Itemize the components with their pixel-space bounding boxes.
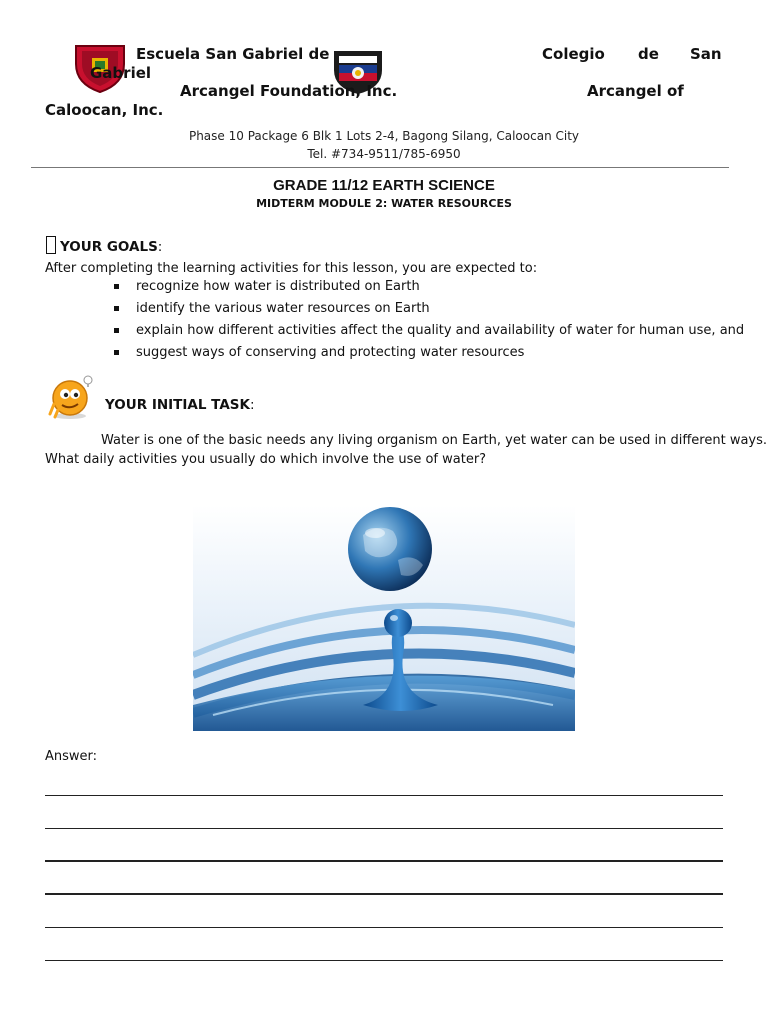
school-telephone: Tel. #734-9511/785-6950	[307, 147, 461, 161]
header-divider	[31, 167, 729, 168]
answer-line[interactable]	[45, 860, 723, 862]
module-title: GRADE 11/12 EARTH SCIENCE	[273, 177, 495, 194]
missing-glyph-icon	[46, 236, 56, 254]
answer-line[interactable]	[45, 960, 723, 961]
goals-heading-text: YOUR GOALS	[60, 239, 158, 255]
bullet-icon	[114, 328, 119, 333]
module-subtitle: MIDTERM MODULE 2: WATER RESOURCES	[256, 197, 512, 210]
task-paragraph-line2: What daily activities you usually do which involve the use of water?	[45, 452, 487, 467]
goals-intro: After completing the learning activities for this lesson, you are expected to:	[45, 261, 538, 276]
goals-heading-colon: :	[157, 239, 163, 255]
goal-item: identify the various water resources on Earth	[136, 301, 430, 316]
initial-task-heading	[105, 397, 255, 413]
bullet-icon	[114, 306, 119, 311]
goal-item: suggest ways of conserving and protecting water resources	[136, 345, 525, 360]
answer-line[interactable]	[45, 795, 723, 796]
school-name-line3: Caloocan, Inc.	[45, 101, 164, 119]
initial-task-heading-colon: :	[249, 397, 255, 413]
earth-water-drop-image	[193, 505, 575, 731]
answer-line[interactable]	[45, 828, 723, 829]
goals-heading	[60, 239, 162, 255]
school-name-right-word1: Colegio	[542, 45, 605, 63]
school-name-left-line2: Gabriel	[90, 64, 152, 82]
school-address: Phase 10 Package 6 Blk 1 Lots 2-4, Bagong Silang, Caloocan City	[188, 129, 580, 143]
bullet-icon	[114, 284, 119, 289]
school-name-center: Arcangel Foundation, Inc.	[180, 82, 398, 100]
task-paragraph-line1: Water is one of the basic needs any living organism on Earth, yet water can be used in different ways.	[101, 433, 768, 448]
thinking-emoji-icon	[46, 374, 96, 420]
initial-task-heading-text: YOUR INITIAL TASK	[105, 397, 250, 413]
school-name-right-word3: San	[690, 45, 722, 63]
school-name-right-line2: Arcangel of	[587, 82, 684, 100]
school-name-left-line1: Escuela San Gabriel de	[136, 45, 330, 63]
school-name-right-word2: de	[638, 45, 659, 63]
bullet-icon	[114, 350, 119, 355]
answer-label: Answer:	[45, 749, 98, 764]
answer-line[interactable]	[45, 927, 723, 928]
goal-item: recognize how water is distributed on Earth	[136, 279, 420, 294]
goal-item: explain how different activities affect the quality and availability of water for human use, and	[136, 323, 745, 338]
answer-line[interactable]	[45, 893, 723, 895]
